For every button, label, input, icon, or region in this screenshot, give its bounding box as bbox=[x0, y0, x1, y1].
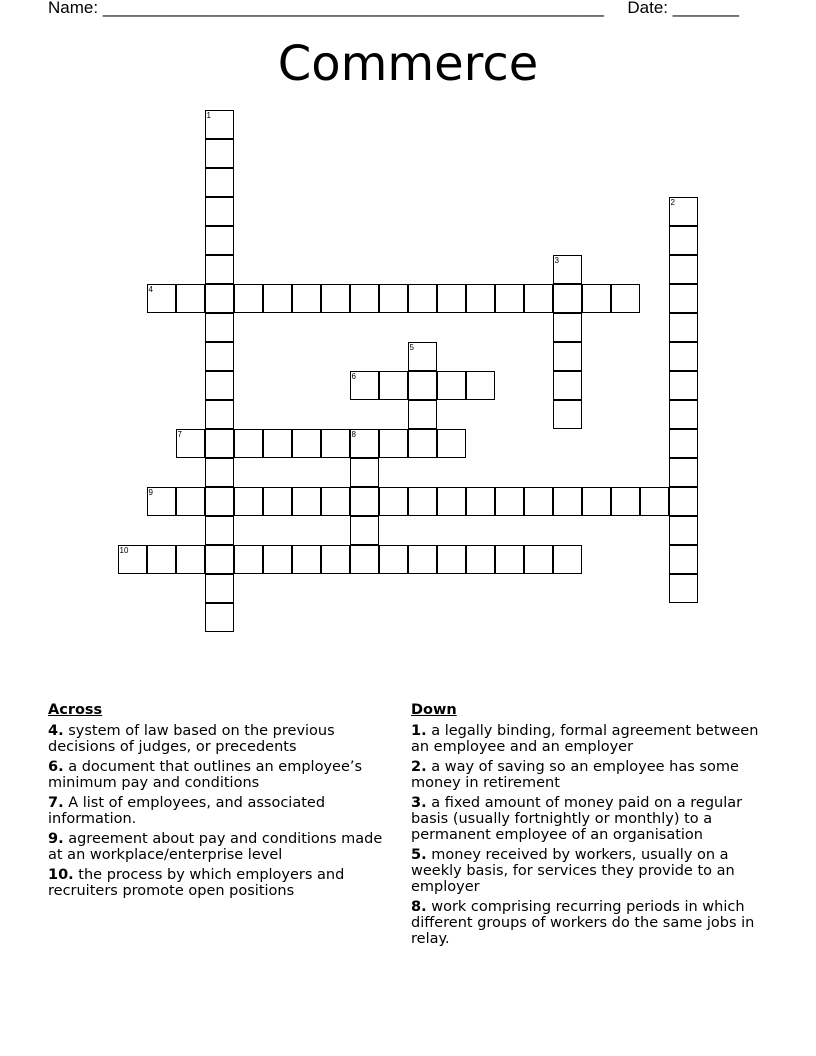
across-heading: Across bbox=[48, 702, 103, 718]
crossword-cell[interactable] bbox=[553, 400, 582, 429]
crossword-cell[interactable] bbox=[205, 342, 234, 371]
crossword-cell[interactable] bbox=[408, 545, 437, 574]
crossword-cell[interactable] bbox=[263, 545, 292, 574]
crossword-cell[interactable] bbox=[669, 342, 698, 371]
crossword-cell[interactable] bbox=[495, 284, 524, 313]
crossword-cell[interactable] bbox=[669, 429, 698, 458]
crossword-cell[interactable] bbox=[321, 429, 350, 458]
clue-number: 7. bbox=[48, 795, 64, 811]
crossword-cell[interactable] bbox=[408, 371, 437, 400]
crossword-cell[interactable] bbox=[553, 545, 582, 574]
crossword-cell[interactable] bbox=[669, 284, 698, 313]
across-clue bbox=[48, 759, 393, 791]
crossword-cell[interactable] bbox=[321, 545, 350, 574]
crossword-cell[interactable] bbox=[669, 400, 698, 429]
crossword-cell[interactable] bbox=[524, 284, 553, 313]
clue-text: agreement about pay and conditions made at an workplace/enterprise level bbox=[48, 831, 383, 863]
crossword-cell[interactable] bbox=[640, 487, 669, 516]
crossword-cell[interactable] bbox=[176, 487, 205, 516]
crossword-cell[interactable] bbox=[205, 487, 234, 516]
crossword-cell[interactable] bbox=[263, 284, 292, 313]
clue-text: a legally binding, formal agreement between an employee and an employer bbox=[411, 723, 759, 755]
crossword-cell[interactable] bbox=[350, 545, 379, 574]
down-clue bbox=[411, 795, 766, 843]
cell-number: 9 bbox=[148, 487, 153, 497]
across-clue bbox=[48, 867, 393, 899]
crossword-cell[interactable] bbox=[205, 284, 234, 313]
clue-text: A list of employees, and associated information. bbox=[48, 795, 326, 827]
crossword-cell[interactable] bbox=[553, 313, 582, 342]
crossword-cell[interactable] bbox=[669, 371, 698, 400]
crossword-cell[interactable] bbox=[350, 429, 379, 458]
crossword-cell[interactable] bbox=[379, 429, 408, 458]
clue-number: 10. bbox=[48, 867, 74, 883]
crossword-cell[interactable] bbox=[582, 487, 611, 516]
crossword-cell[interactable] bbox=[205, 110, 234, 139]
crossword-cell[interactable] bbox=[176, 429, 205, 458]
crossword-cell[interactable] bbox=[669, 545, 698, 574]
crossword-cell[interactable] bbox=[234, 545, 263, 574]
crossword-cell[interactable] bbox=[147, 284, 176, 313]
crossword-cell[interactable] bbox=[437, 284, 466, 313]
crossword-cell[interactable] bbox=[582, 284, 611, 313]
date-label: Date: bbox=[627, 0, 669, 17]
crossword-cell[interactable] bbox=[263, 487, 292, 516]
crossword-cell[interactable] bbox=[437, 487, 466, 516]
down-clue bbox=[411, 847, 766, 895]
crossword-cell[interactable] bbox=[669, 574, 698, 603]
crossword-cell[interactable] bbox=[495, 487, 524, 516]
crossword-cell[interactable] bbox=[263, 429, 292, 458]
crossword-cell[interactable] bbox=[176, 284, 205, 313]
crossword-cell[interactable] bbox=[350, 516, 379, 545]
crossword-cell[interactable] bbox=[205, 313, 234, 342]
crossword-cell[interactable] bbox=[234, 429, 263, 458]
clue-text: a document that outlines an employee’s minimum pay and conditions bbox=[48, 759, 363, 791]
crossword-cell[interactable] bbox=[669, 516, 698, 545]
crossword-cell[interactable] bbox=[553, 342, 582, 371]
crossword-cell[interactable] bbox=[234, 284, 263, 313]
crossword-cell[interactable] bbox=[408, 487, 437, 516]
down-heading: Down bbox=[411, 702, 457, 718]
cell-number: 8 bbox=[351, 429, 356, 439]
crossword-cell[interactable] bbox=[611, 487, 640, 516]
crossword-cell[interactable] bbox=[466, 371, 495, 400]
crossword-cell[interactable] bbox=[321, 284, 350, 313]
crossword-cell[interactable] bbox=[205, 516, 234, 545]
crossword-cell[interactable] bbox=[350, 487, 379, 516]
crossword-cell[interactable] bbox=[205, 226, 234, 255]
crossword-cell[interactable] bbox=[408, 284, 437, 313]
crossword-cell[interactable] bbox=[321, 487, 350, 516]
crossword-cell[interactable] bbox=[292, 429, 321, 458]
page-title: Commerce bbox=[277, 36, 539, 92]
cell-number: 1 bbox=[206, 110, 211, 120]
crossword-cell[interactable] bbox=[408, 342, 437, 371]
across-clue bbox=[48, 795, 393, 827]
crossword-cell[interactable] bbox=[350, 371, 379, 400]
crossword-cell[interactable] bbox=[292, 545, 321, 574]
down-clues bbox=[411, 702, 766, 951]
clue-number: 9. bbox=[48, 831, 64, 847]
crossword-cell[interactable] bbox=[408, 400, 437, 429]
crossword-cell[interactable] bbox=[669, 255, 698, 284]
crossword-cell[interactable] bbox=[437, 429, 466, 458]
crossword-cell[interactable] bbox=[379, 545, 408, 574]
crossword-cell[interactable] bbox=[379, 371, 408, 400]
clue-text: work comprising recurring periods in which different groups of workers do the same jobs in relay. bbox=[411, 899, 755, 947]
name-label: Name: bbox=[48, 0, 99, 17]
crossword-cell[interactable] bbox=[205, 574, 234, 603]
cell-number: 4 bbox=[148, 284, 153, 294]
crossword-cell[interactable] bbox=[611, 284, 640, 313]
crossword-cell[interactable] bbox=[118, 545, 147, 574]
crossword-cell[interactable] bbox=[205, 429, 234, 458]
crossword-cell[interactable] bbox=[495, 545, 524, 574]
crossword-cell[interactable] bbox=[408, 429, 437, 458]
crossword-cell[interactable] bbox=[466, 487, 495, 516]
crossword-cell[interactable] bbox=[553, 284, 582, 313]
across-clue bbox=[48, 723, 393, 755]
clue-number: 2. bbox=[411, 759, 427, 775]
crossword-cell[interactable] bbox=[205, 168, 234, 197]
crossword-cell[interactable] bbox=[669, 197, 698, 226]
clue-number: 4. bbox=[48, 723, 64, 739]
crossword-cell[interactable] bbox=[553, 487, 582, 516]
crossword-cell[interactable] bbox=[205, 255, 234, 284]
crossword-cell[interactable] bbox=[466, 284, 495, 313]
down-clue bbox=[411, 723, 766, 755]
crossword-cell[interactable] bbox=[205, 545, 234, 574]
crossword-cell[interactable] bbox=[176, 545, 205, 574]
cell-number: 5 bbox=[409, 342, 414, 352]
cell-number: 3 bbox=[554, 255, 559, 265]
crossword-cell[interactable] bbox=[205, 603, 234, 632]
across-clue bbox=[48, 831, 393, 863]
crossword-cell[interactable] bbox=[524, 545, 553, 574]
clue-text: the process by which employers and recruiters promote open positions bbox=[48, 867, 345, 899]
crossword-cell[interactable] bbox=[524, 487, 553, 516]
crossword-cell[interactable] bbox=[669, 313, 698, 342]
clue-number: 5. bbox=[411, 847, 427, 863]
clue-text: a way of saving so an employee has some money in retirement bbox=[411, 759, 739, 791]
crossword-cell[interactable] bbox=[350, 284, 379, 313]
crossword-cell[interactable] bbox=[292, 487, 321, 516]
crossword-cell[interactable] bbox=[234, 487, 263, 516]
crossword-cell[interactable] bbox=[437, 545, 466, 574]
crossword-cell[interactable] bbox=[379, 487, 408, 516]
crossword-cell[interactable] bbox=[147, 487, 176, 516]
crossword-cell[interactable] bbox=[379, 284, 408, 313]
crossword-cell[interactable] bbox=[669, 226, 698, 255]
crossword-cell[interactable] bbox=[205, 458, 234, 487]
date-line[interactable]: _______ bbox=[672, 0, 739, 17]
cell-number: 7 bbox=[177, 429, 182, 439]
crossword-cell[interactable] bbox=[553, 255, 582, 284]
crossword-cell[interactable] bbox=[466, 545, 495, 574]
clue-number: 1. bbox=[411, 723, 427, 739]
crossword-cell[interactable] bbox=[350, 458, 379, 487]
crossword-cell[interactable] bbox=[205, 400, 234, 429]
crossword-cell[interactable] bbox=[669, 487, 698, 516]
clue-text: system of law based on the previous decisions of judges, or precedents bbox=[48, 723, 335, 755]
clue-text: a fixed amount of money paid on a regular basis (usually fortnightly or monthly) to a permanent employee of an organisation bbox=[411, 795, 743, 843]
crossword-cell[interactable] bbox=[437, 371, 466, 400]
across-clues bbox=[48, 702, 393, 903]
cell-number: 10 bbox=[119, 545, 129, 555]
down-clue bbox=[411, 899, 766, 947]
crossword-cell[interactable] bbox=[669, 458, 698, 487]
clue-number: 8. bbox=[411, 899, 427, 915]
crossword-cell[interactable] bbox=[205, 139, 234, 168]
crossword-cell[interactable] bbox=[205, 197, 234, 226]
crossword-cell[interactable] bbox=[147, 545, 176, 574]
cell-number: 2 bbox=[670, 197, 675, 207]
crossword-cell[interactable] bbox=[553, 371, 582, 400]
cell-number: 6 bbox=[351, 371, 356, 381]
clue-number: 3. bbox=[411, 795, 427, 811]
name-line[interactable]: _____________________________________________________ bbox=[102, 0, 604, 17]
clue-text: money received by workers, usually on a weekly basis, for services they provide to an employer bbox=[411, 847, 735, 895]
down-clue bbox=[411, 759, 766, 791]
crossword-cell[interactable] bbox=[292, 284, 321, 313]
crossword-cell[interactable] bbox=[205, 371, 234, 400]
clue-number: 6. bbox=[48, 759, 64, 775]
